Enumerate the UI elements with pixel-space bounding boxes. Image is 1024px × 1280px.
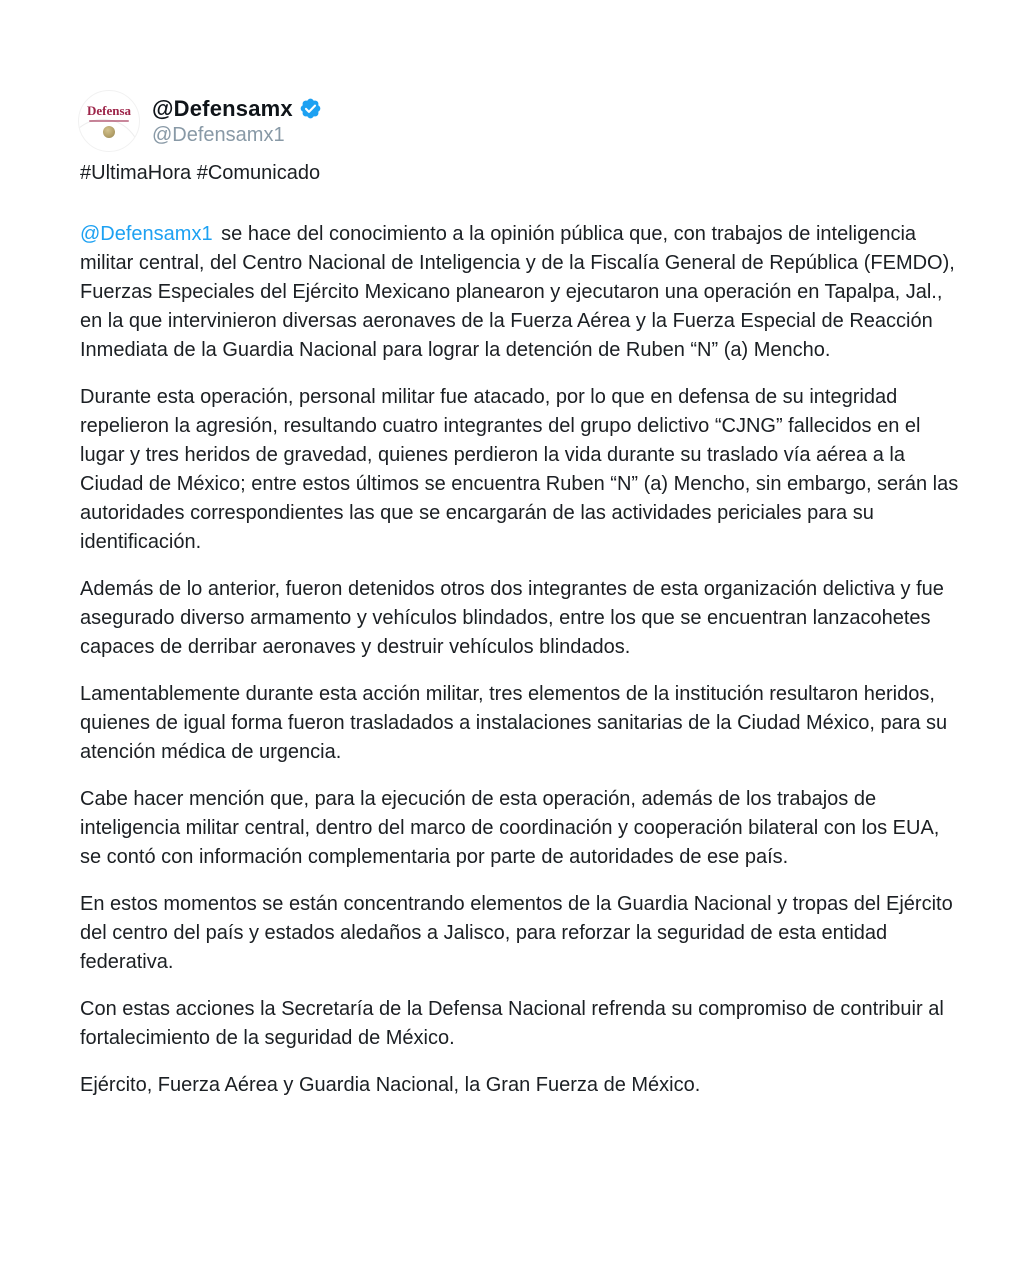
display-name[interactable]: @Defensamx [152,95,293,121]
hashtags-text: #UltimaHora #Comunicado [80,162,321,184]
tweet-header [78,90,960,152]
mention-link[interactable]: @Defensamx1 [80,223,213,245]
name-block [152,96,322,147]
tweet-paragraph: @Defensamx1 se hace del conocimiento a la opinión pública que, con trabajos de inteligencia militar central, del Centro Nacional de Inteligencia y de la Fiscalía General de República (FEMDO), Fuerzas Especiales del Ejército Mexicano planearon y ejecutaron una operación en Tapalpa, Jal., en la que intervinieron diversas aeronaves de la Fuerza Aérea y la Fuerza Especial de Reacción Inmediata de la Guardia Nacional para lograr la detención de Ruben “N” (a) Mencho. [80,223,955,361]
tweet-paragraph: Cabe hacer mención que, para la ejecución de esta operación, además de los trabajos de inteligencia militar central, dentro del marco de coordinación y cooperación bilateral con los EUA, se contó con información complementaria por parte de autoridades de ese país. [80,788,940,868]
tweet-paragraph: Lamentablemente durante esta acción militar, tres elementos de la institución resultaron heridos, quienes de igual forma fueron trasladados a instalaciones sanitarias de la Ciudad México, para su atención médica de urgencia. [80,683,948,763]
avatar-subtitle-line [89,120,129,122]
tweet-paragraph: Además de lo anterior, fueron detenidos otros dos integrantes de esta organización delictiva y fue asegurado diverso armamento y vehículos blindados, entre los que se encuentran lanzacohetes capaces de derribar aeronaves y destruir vehículos blindados. [80,578,944,658]
verified-badge-icon [299,97,322,120]
handle: @Defensamx1 [152,123,285,146]
name-row [152,96,322,122]
avatar-seal-icon [103,126,115,138]
avatar[interactable] [78,90,140,152]
tweet-paragraph: Con estas acciones la Secretaría de la Defensa Nacional refrenda su compromiso de contribuir al fortalecimiento de la seguridad de México. [80,998,944,1049]
tweet-paragraph: Ejército, Fuerza Aérea y Guardia Nacional, la Gran Fuerza de México. [80,1074,701,1096]
tweet-body [80,220,962,1100]
avatar-title: Defensa [86,103,132,118]
tweet-paragraph: Durante esta operación, personal militar fue atacado, por lo que en defensa de su integridad repelieron la agresión, resultando cuatro integrantes del grupo delictivo “CJNG” fallecidos en el lugar y tres heridos de gravedad, quienes perdieron la vida durante su traslado vía aérea a la Ciudad de México; entre estos últimos se encuentra Ruben “N” (a) Mencho, sin embargo, serán las autoridades correspondientes las que se encargarán de las actividades periciales para su identificación. [80,386,959,553]
tweet-paragraph: En estos momentos se están concentrando elementos de la Guardia Nacional y tropas del Ejército del centro del país y estados aledaños a Jalisco, para reforzar la seguridad de esta entidad federativa. [80,893,953,973]
